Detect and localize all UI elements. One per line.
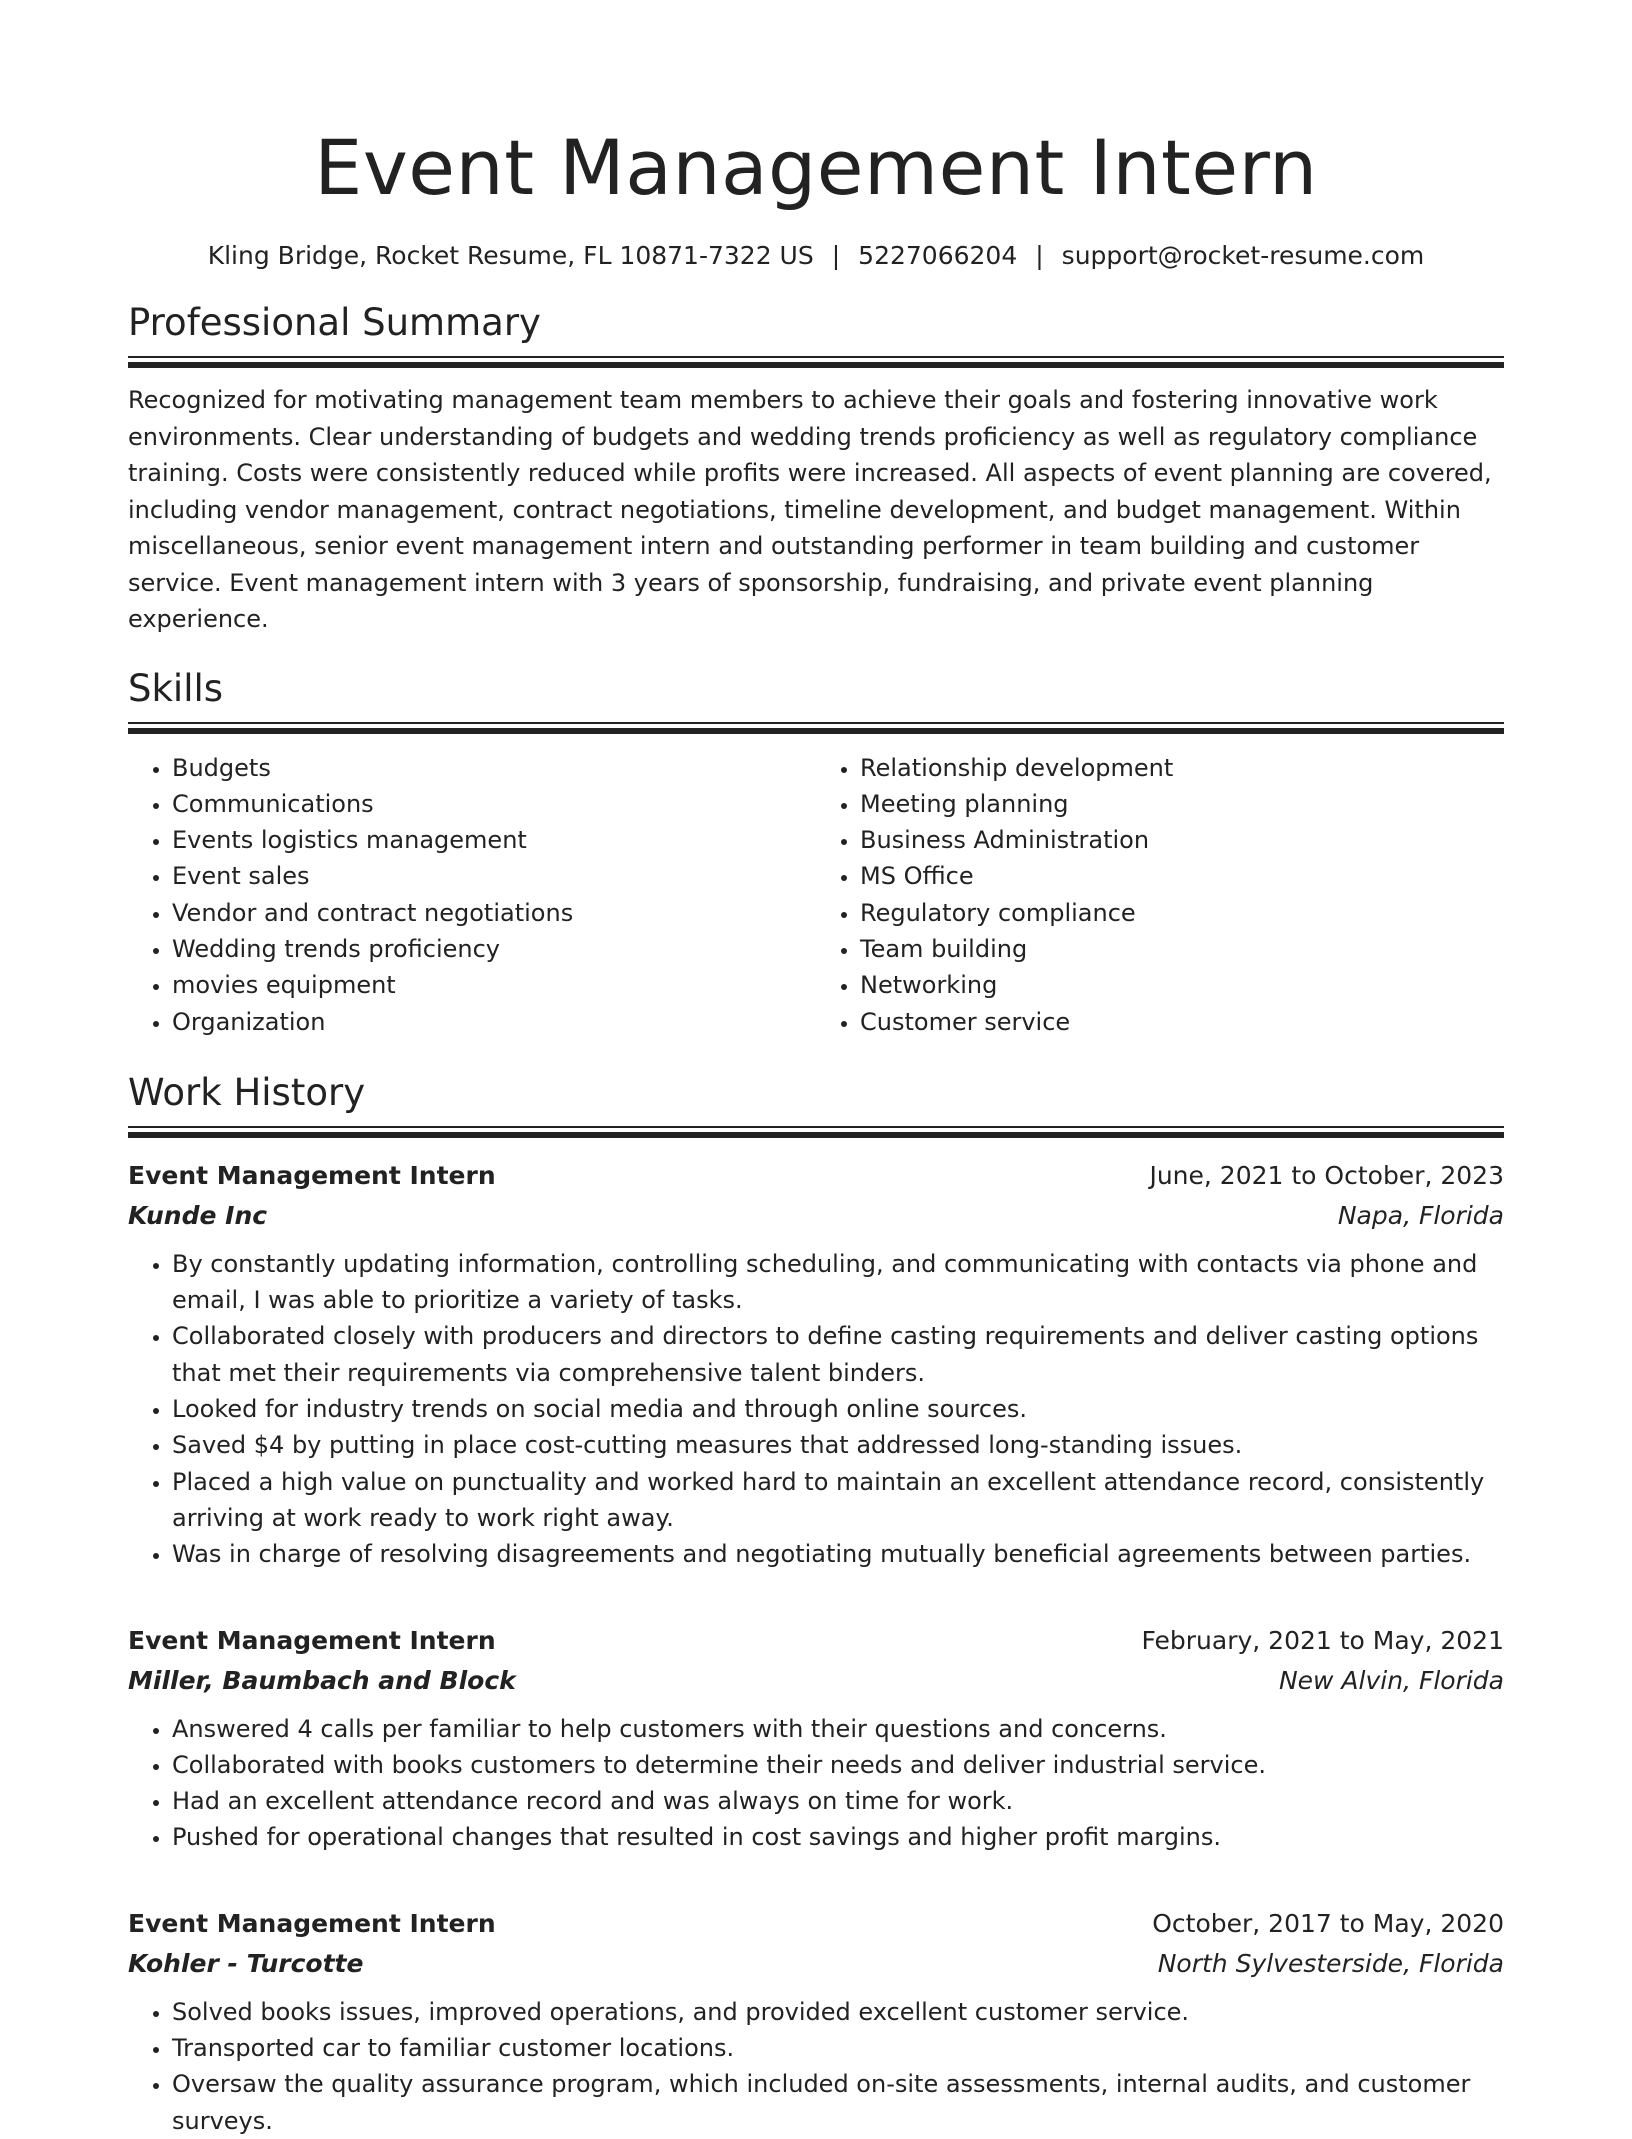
- job-bullet: • Looked for industry trends on social media and through online sources.: [172, 1391, 1504, 1427]
- job-dates: June, 2021 to October, 2023: [1149, 1160, 1504, 1190]
- job-bullet: • Placed a high value on punctuality and worked hard to maintain an excellent attendance record, consistently arriving at work ready to work right away.: [172, 1464, 1504, 1537]
- job-location: New Alvin, Florida: [1278, 1665, 1504, 1695]
- skill-item: • Event sales: [172, 858, 816, 894]
- job-dates: October, 2017 to May, 2020: [1152, 1908, 1504, 1938]
- job-company: Kohler - Turcotte: [128, 1948, 364, 1978]
- skills-grid: [128, 750, 1504, 1040]
- job-bullet: • Answered 4 calls per familiar to help customers with their questions and concerns.: [172, 1711, 1504, 1747]
- job-entry: [128, 1904, 1504, 2139]
- section-divider: [128, 356, 1504, 368]
- job-company-row: [128, 1196, 1504, 1236]
- skill-item: • Meeting planning: [860, 786, 1504, 822]
- job-title: Event Management Intern: [128, 1908, 496, 1938]
- skill-item: • Vendor and contract negotiations: [172, 895, 816, 931]
- skill-item: • Regulatory compliance: [860, 895, 1504, 931]
- skills-column-left: [128, 750, 816, 1040]
- job-bullet: • Transported car to familiar customer locations.: [172, 2030, 1504, 2066]
- skill-item: • Team building: [860, 931, 1504, 967]
- job-bullets: [128, 1246, 1504, 1573]
- job-dates: February, 2021 to May, 2021: [1141, 1625, 1504, 1655]
- job-bullet: • Collaborated closely with producers and directors to define casting requirements and deliver casting options that met their requirements via comprehensive talent binders.: [172, 1318, 1504, 1391]
- skill-item: • Relationship development: [860, 750, 1504, 786]
- job-company-row: [128, 1944, 1504, 1984]
- resume-title: Event Management Intern: [314, 123, 1318, 212]
- skills-column-right: [816, 750, 1504, 1040]
- contact-separator: |: [1035, 241, 1044, 270]
- job-bullet: • Solved books issues, improved operations, and provided excellent customer service.: [172, 1994, 1504, 2030]
- section-divider: [128, 722, 1504, 734]
- skill-item: • Organization: [172, 1004, 816, 1040]
- job-bullets: [128, 1711, 1504, 1856]
- skill-item: • Wedding trends proficiency: [172, 931, 816, 967]
- job-company-row: [128, 1661, 1504, 1701]
- skill-item: • MS Office: [860, 858, 1504, 894]
- contact-address: Kling Bridge, Rocket Resume, FL 10871-7322 US: [207, 241, 814, 270]
- job-header-row: [128, 1621, 1504, 1661]
- job-bullet: • Pushed for operational changes that resulted in cost savings and higher profit margins.: [172, 1819, 1504, 1855]
- skill-item: • Budgets: [172, 750, 816, 786]
- job-bullet: • Was in charge of resolving disagreements and negotiating mutually beneficial agreements between parties.: [172, 1536, 1504, 1572]
- contact-phone: 5227066204: [858, 241, 1018, 270]
- job-bullet: • Saved $4 by putting in place cost-cutting measures that addressed long-standing issues.: [172, 1427, 1504, 1463]
- job-title: Event Management Intern: [128, 1625, 496, 1655]
- job-location: North Sylvesterside, Florida: [1157, 1948, 1504, 1978]
- job-company: Kunde Inc: [128, 1200, 268, 1230]
- job-title: Event Management Intern: [128, 1160, 496, 1190]
- contact-separator: |: [831, 241, 841, 270]
- job-header-row: [128, 1904, 1504, 1944]
- job-header-row: [128, 1156, 1504, 1196]
- skill-item: • Customer service: [860, 1004, 1504, 1040]
- job-company: Miller, Baumbach and Block: [128, 1665, 516, 1695]
- summary-section: [128, 300, 1504, 638]
- job-bullet: • Oversaw the quality assurance program, which included on-site assessments, internal audits, and customer surveys.: [172, 2066, 1504, 2139]
- job-bullets: [128, 1994, 1504, 2139]
- skill-item: • movies equipment: [172, 967, 816, 1003]
- work-history-section: [128, 1070, 1504, 2139]
- section-heading-skills: Skills: [128, 666, 224, 710]
- contact-line: [128, 240, 1504, 272]
- job-bullet: • Had an excellent attendance record and was always on time for work.: [172, 1783, 1504, 1819]
- skill-item: • Networking: [860, 967, 1504, 1003]
- job-entry: [128, 1621, 1504, 1856]
- job-location: Napa, Florida: [1337, 1200, 1504, 1230]
- summary-text: Recognized for motivating management team members to achieve their goals and fostering innovative work environments. Clear understanding of budgets and wedding trends proficiency as well as regulatory compliance training. Costs were consistently reduced while profits were increased. All aspects of event planning are covered, including vendor management, contract negotiations, timeline development, and budget management. Within miscellaneous, senior event management intern and outstanding performer in team building and customer service. Event management intern with 3 years of sponsorship, fundraising, and private event planning experience.: [128, 386, 1492, 633]
- section-divider: [128, 1126, 1504, 1138]
- skill-item: • Business Administration: [860, 822, 1504, 858]
- skills-section: [128, 666, 1504, 1040]
- job-entry: [128, 1156, 1504, 1573]
- section-heading-work-history: Work History: [128, 1070, 366, 1114]
- skill-item: • Events logistics management: [172, 822, 816, 858]
- skill-item: • Communications: [172, 786, 816, 822]
- contact-email: support@rocket-resume.com: [1061, 241, 1425, 270]
- job-bullet: • By constantly updating information, controlling scheduling, and communicating with contacts via phone and email, I was able to prioritize a variety of tasks.: [172, 1246, 1504, 1319]
- job-bullet: • Collaborated with books customers to determine their needs and deliver industrial service.: [172, 1747, 1504, 1783]
- section-heading-summary: Professional Summary: [128, 301, 541, 344]
